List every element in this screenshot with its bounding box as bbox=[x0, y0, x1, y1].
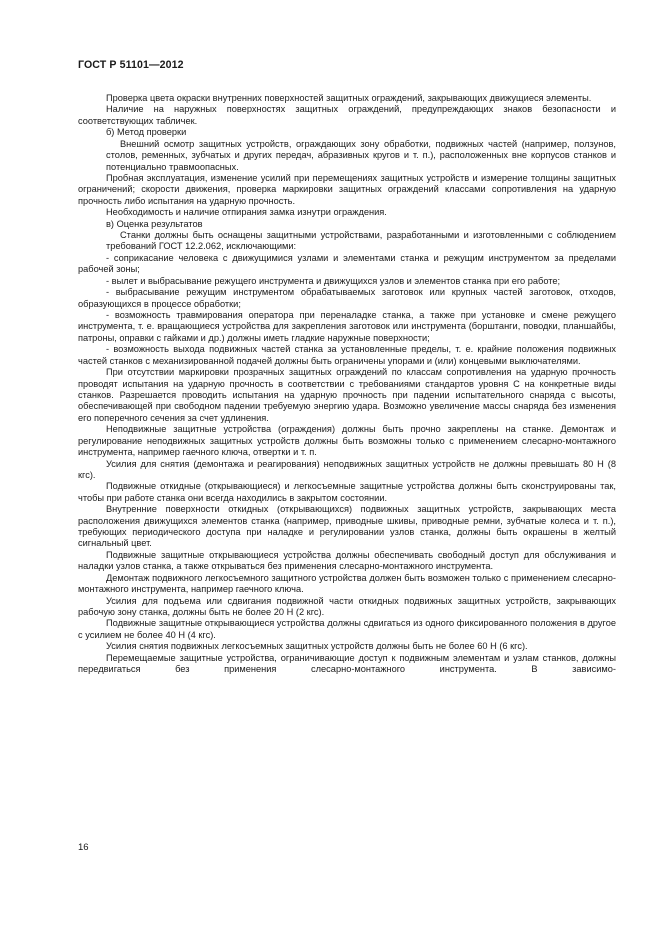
subsection-heading: б) Метод проверки bbox=[106, 127, 187, 138]
subsection-heading: в) Оценка результатов bbox=[106, 218, 203, 229]
paragraph: Подвижные защитные открывающиеся устройства должны сдвигаться из одного фиксированного положения в другое с усилием не более 40 Н (4 кгс). bbox=[78, 618, 616, 640]
list-item: - возможность травмирования оператора при переналадке станка, а также при установке и смене режущего инструмента, т. е. вращающиеся устройства для закрепления заготовок или инструмента (борштанги, поводки, планшайбы, патроны, оправки с гайками и др.) должны иметь гладкие наружные поверхности; bbox=[78, 310, 616, 343]
document-body bbox=[78, 93, 616, 676]
document-header: ГОСТ Р 51101—2012 bbox=[78, 59, 184, 71]
paragraph: Демонтаж подвижного легкосъемного защитного устройства должен быть возможен только с применением слесарно-монтажного инструмента, например гаечного ключа. bbox=[78, 572, 616, 595]
paragraph: Необходимость и наличие отпирания замка изнутри ограждения. bbox=[106, 207, 387, 218]
paragraph: Подвижные откидные (открывающиеся) и легкосъемные защитные устройства должны быть сконструированы так, чтобы при работе станка они всегда находились в закрытом состоянии. bbox=[78, 481, 616, 503]
list-item: - соприкасание человека с движущимися узлами и элементами станка и режущим инструментом за пределами рабочей зоны; bbox=[78, 252, 616, 275]
paragraph: Усилия снятия подвижных легкосъемных защитных устройств должны быть не более 60 Н (6 кгс). bbox=[106, 641, 528, 652]
paragraph: Наличие на наружных поверхностях защитных ограждений, предупреждающих знаков безопасности и соответствующих табличек. bbox=[78, 104, 616, 126]
page-number: 16 bbox=[78, 842, 89, 853]
paragraph: Подвижные защитные открывающиеся устройства должны обеспечивать свободный доступ для обслуживания и наладки узлов станка, а также открываться без применения слесарно-монтажного инструмента. bbox=[78, 549, 616, 572]
list-item: - выбрасывание режущим инструментом обрабатываемых заготовок или крупных частей заготовок, отходов, образующихся в процессе обработки; bbox=[78, 287, 616, 309]
paragraph: При отсутствии маркировки прозрачных защитных ограждений по классам сопротивления на ударную прочность проводят испытания на ударную прочность в соответствии с требованиями стандартов уровня С на конкретные виды станков. Разрешается проводить испытания на ударную прочность при падении испытательного снаряда с высоты, обеспечивающей при свободном падении требуемую энергию удара. Возможно увеличение массы снаряда без изменения его поперечного сечения за счет удлинения. bbox=[78, 367, 616, 423]
list-item: - вылет и выбрасывание режущего инструмента и движущихся узлов и элементов станка при его работе; bbox=[106, 275, 561, 286]
paragraph: Усилия для снятия (демонтажа и реагирования) неподвижных защитных устройств не должны превышать 80 Н (8 кгс). bbox=[78, 458, 616, 480]
paragraph: Перемещаемые защитные устройства, ограничивающие доступ к подвижным элементам и узлам станков, должны передвигаться без применения слесарно-монтажного инструмента. В зависимо- bbox=[78, 652, 616, 675]
paragraph: Усилия для подъема или сдвигания подвижной части откидных подвижных защитных устройств, закрывающих рабочую зону станка, должны быть не более 20 Н (2 кгс). bbox=[78, 595, 616, 617]
paragraph: Пробная эксплуатация, изменение усилий при перемещениях защитных устройств и измерение толщины защитных ограничений; скорости движения, проверка маркировки защитных ограждений классами сопротивления на ударную прочность либо испытания на ударную прочность. bbox=[78, 172, 616, 206]
paragraph: Проверка цвета окраски внутренних поверхностей защитных ограждений, закрывающих движущиеся элементы. bbox=[106, 93, 592, 103]
list-item: - возможность выхода подвижных частей станка за установленные пределы, т. е. крайние положения подвижных частей станков с механизированной подачей должны быть ограничены упорами и (или) концевыми выключателями. bbox=[78, 344, 616, 366]
paragraph: Внешний осмотр защитных устройств, ограждающих зону обработки, подвижных частей (например, ползунов, столов, ременных, зубчатых и других передач, абразивных кругов и т. п.), расположенных вне корпусов станков и потенциально травмоопасных. bbox=[106, 138, 616, 172]
paragraph: Станки должны быть оснащены защитными устройствами, разработанными и изготовленными с соблюдением требований ГОСТ 12.2.062, исключающими: bbox=[106, 230, 616, 252]
paragraph: Неподвижные защитные устройства (ограждения) должны быть прочно закреплены на станке. Демонтаж и регулирование неподвижных защитных устройств должны быть возможны только с применением слесарно-монтажного инструмента, например гаечного ключа, отвертки и т. п. bbox=[78, 424, 616, 458]
paragraph: Внутренние поверхности откидных (открывающихся) подвижных защитных устройств, закрывающих места расположения движущихся элементов станка (например, приводные шкивы, приводные ремни, зубчатые колеса и т. п.), требующих периодического доступа при наладке и регулировании узлов станка, должны быть окрашены в желтый сигнальный цвет. bbox=[78, 504, 616, 549]
